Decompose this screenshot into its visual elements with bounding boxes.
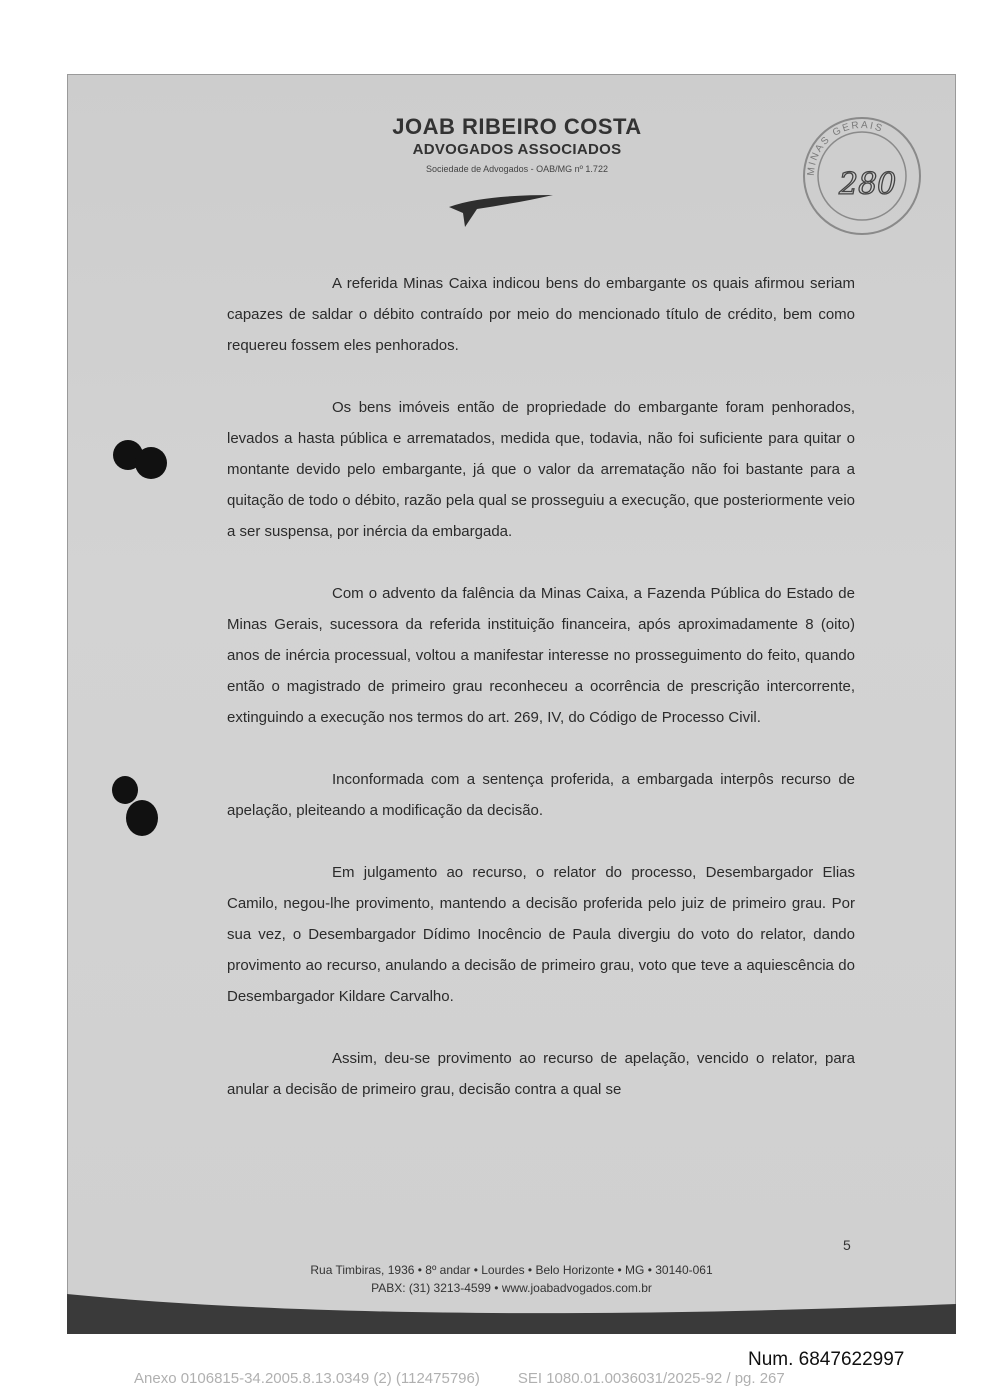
punch-hole [135, 447, 167, 479]
annex-ref: Anexo 0106815-34.2005.8.13.0349 (2) (112475796) [134, 1370, 480, 1387]
court-seal-icon [787, 114, 937, 244]
paragraph: A referida Minas Caixa indicou bens do embargante os quais afirmou seriam capazes de saldar o débito contraído por meio do mencionado título de crédito, bem como requereu fossem eles penhorados. [227, 275, 855, 354]
punch-hole [126, 800, 158, 836]
page-number: 5 [843, 1237, 851, 1253]
footer-address-line: Rua Timbiras, 1936 • 8º andar • Lourdes • Belo Horizonte • MG • 30140-061 [310, 1263, 713, 1277]
firm-subtitle: ADVOGADOS ASSOCIADOS [412, 141, 622, 158]
footer-contact-line: PABX: (31) 3213-4599 • www.joabadvogados.com.br [371, 1281, 652, 1295]
sei-ref: SEI 1080.01.0036031/2025-92 / pg. 267 [517, 1370, 785, 1387]
footer-band [67, 1274, 956, 1334]
paragraph: Os bens imóveis então de propriedade do embargante foram penhorados, levados a hasta pública e arrematados, medida que, todavia, não foi suficiente para quitar o montante devido pelo embargante, já que o valor da arrematação não foi bastante para a quitação de todo o débito, razão pela qual se prosseguiu a execução, que posteriormente veio a ser suspensa, por inércia da embargada. [227, 399, 855, 540]
firm-name: JOAB RIBEIRO COSTA [392, 114, 642, 139]
paragraph: Em julgamento ao recurso, o relator do processo, Desembargador Elias Camilo, negou-lhe provimento, mantendo a decisão proferida pelo juiz de primeiro grau. Por sua vez, o Desembargador Dídimo Inocêncio de Paula divergiu do voto do relator, dando provimento ao recurso, anulando a decisão de primeiro grau, voto que teve a aquiescência do Desembargador Kildare Carvalho. [227, 864, 855, 1005]
annex-reference [134, 1370, 785, 1387]
document-number: Num. 6847622997 [748, 1349, 905, 1370]
punch-hole [112, 776, 138, 804]
handwritten-page-number: 280 [839, 167, 897, 202]
scanned-page [67, 74, 956, 1334]
document-body [227, 268, 855, 1136]
firm-registration: Sociedade de Advogados - OAB/MG nº 1.722 [426, 164, 608, 174]
paragraph: Assim, deu-se provimento ao recurso de apelação, vencido o relator, para anular a decisão de primeiro grau, decisão contra a qual se [227, 1050, 855, 1098]
paragraph: Com o advento da falência da Minas Caixa, a Fazenda Pública do Estado de Minas Gerais, sucessora da referida instituição financeira, após aproximadamente 8 (oito) anos de inércia processual, voltou a manifestar interesse no prosseguimento do feito, quando então o magistrado de primeiro grau reconheceu a ocorrência de prescrição intercorrente, extinguindo a execução nos termos do art. 269, IV, do Código de Processo Civil. [227, 585, 855, 726]
firm-logo-icon [447, 191, 557, 231]
seal-text: MINAS GERAIS [805, 119, 886, 177]
letterhead [367, 114, 667, 176]
paragraph: Inconformada com a sentença proferida, a embargada interpôs recurso de apelação, pleiteando a modificação da decisão. [227, 771, 855, 819]
